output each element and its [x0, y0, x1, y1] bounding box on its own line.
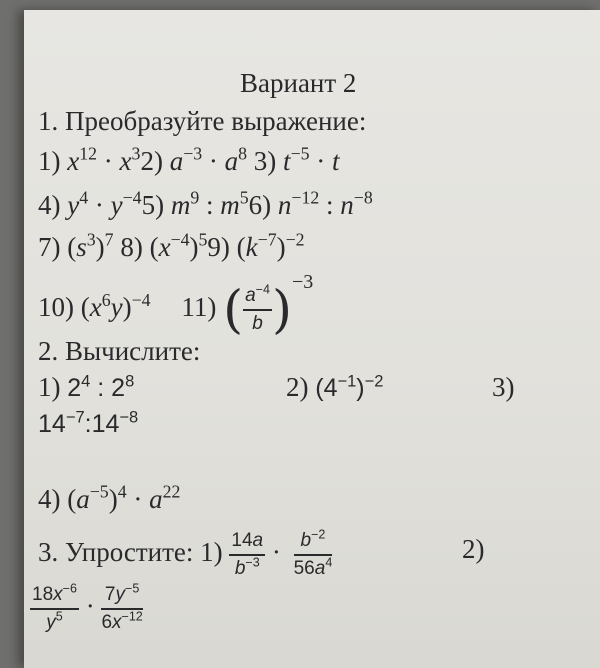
task3-item2-number: 2): [462, 534, 485, 564]
task1-heading: 1. Преобразуйте выражение:: [38, 106, 367, 136]
fraction: $\frac{18x^{-6}}{y^5}$: [32, 581, 77, 633]
task3-row2: $\frac{18x^{-6}}{y^5}$ · $\frac{7y^{-5}}{6x^{-12}}$: [32, 581, 143, 633]
item-number: 7): [38, 232, 61, 262]
task1-row3: 7) $(s^3)^7$ 8) $(x^{-4})^59$) $(k^{-7})^{-2}$: [38, 229, 305, 262]
page-title: Вариант 2: [240, 68, 357, 98]
item-number: 10): [38, 292, 74, 323]
task3-row1: 3. Упростите: 1) $\frac{14a}{b^{-3}}$ · $\frac{b^{-2}}{56a^4}$: [38, 527, 333, 579]
item-number: 2): [286, 372, 309, 402]
task2-item2: 2) $(4^{-1})^{-2}$: [286, 372, 384, 402]
fraction: $\frac{14a}{b^{-3}}$: [231, 530, 264, 579]
task1-row1: 1) $x^{12} \cdot x^32$) $a^{-3} \cdot a^8$ 3) $t^{-5} \cdot t$: [38, 143, 340, 176]
fraction: $\frac{7y^{-5}}{6x^{-12}}$: [101, 581, 143, 633]
task3-heading: 3. Упростите:: [38, 537, 194, 568]
item-number: 1): [38, 372, 61, 402]
item-number: 2): [140, 146, 163, 176]
task2-item3-expression: $14^{-7}:14^{-8}$: [38, 408, 139, 438]
item-number: 9): [207, 232, 230, 262]
task2-item4: 4) $(a^{-5})^4 \cdot a^{22}$: [38, 481, 181, 514]
item-number: 6): [248, 190, 272, 220]
item-number: 1): [38, 146, 61, 176]
item-number: 1): [200, 537, 223, 568]
item-number: 5): [141, 190, 165, 220]
item-number: 4): [38, 190, 61, 220]
task2-row1: 1) $2^4$ : $2^8$: [38, 372, 135, 402]
item-number: 11): [181, 292, 217, 323]
task1-row4: 10) $(x^6y)^{-4}$ 11) ( $\frac{a^{-4}}{b}$ )$^{-3}$: [38, 271, 314, 340]
task2-heading: 2. Вычислите:: [38, 336, 201, 366]
fraction: $\frac{a^{-4}}{b}$: [245, 282, 270, 334]
fraction: $\frac{b^{-2}}{56a^4}$: [293, 527, 333, 579]
item-number: 8): [120, 232, 143, 262]
task1-row2: 4) $y^4 \cdot y^{-4}5$) $m^9$ : $m^56$) $n^{-12}$ : $n^{-8}$: [38, 187, 373, 220]
task2-item3-number: 3): [492, 372, 515, 402]
item-number: 4): [38, 484, 61, 514]
item-number: 3): [253, 146, 277, 176]
